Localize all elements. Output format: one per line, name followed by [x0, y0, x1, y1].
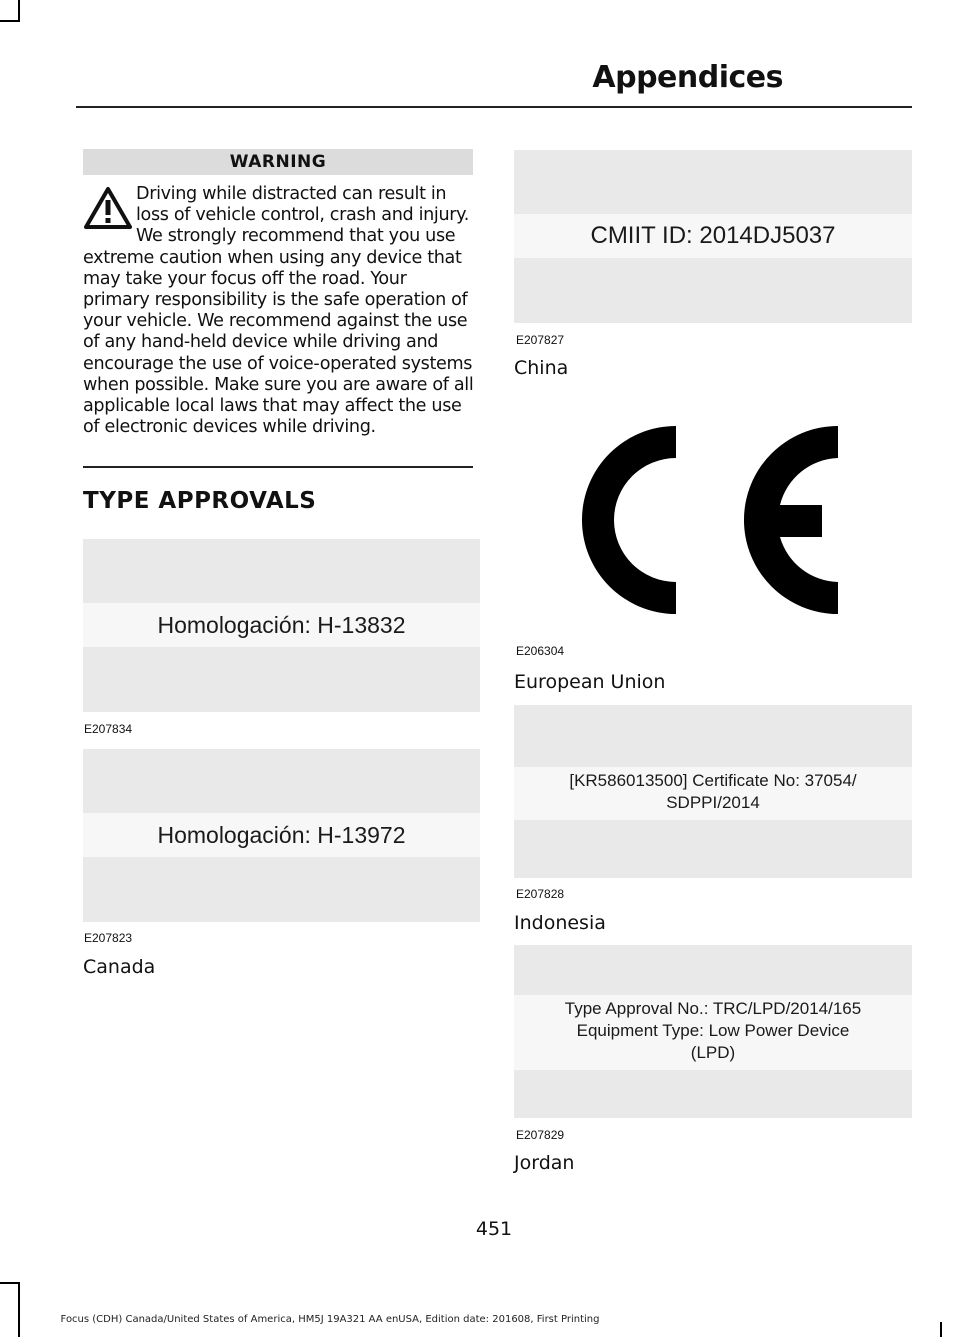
header-divider [76, 106, 912, 108]
figure-indonesia-certificate [514, 705, 912, 878]
figure-text: Homologación: H-13972 [83, 813, 480, 857]
figure-id: E206304 [516, 644, 565, 658]
figure-text: CMIIT ID: 2014DJ5037 [514, 214, 912, 258]
figure-homologacion-1 [83, 539, 480, 712]
figure-text-line: [KR586013500] Certificate No: 37054/ [569, 771, 857, 790]
caption-indonesia: Indonesia [514, 912, 606, 934]
figure-text-line: (LPD) [690, 1043, 736, 1062]
warning-text: Driving while distracted can result in loss of vehicle control, crash and injury. We strongly recommend that you use extreme caution when using any device that may take your focus off the road. Your primary responsibility is the safe operation of your vehicle. We recommend against the use of any hand-held device while driving and encourage the use of voice-operated systems when possible. Make sure you are aware of all applicable local laws that may affect the use of electronic devices while driving. [83, 184, 474, 438]
figure-homologacion-2 [83, 749, 480, 922]
crop-mark [940, 1322, 942, 1337]
page-number: 451 [475, 1218, 513, 1240]
figure-id: E207829 [516, 1128, 565, 1142]
warning-label: WARNING [83, 149, 473, 175]
crop-mark [0, 1282, 20, 1284]
figure-id: E207827 [516, 333, 565, 347]
caption-jordan: Jordan [514, 1152, 575, 1174]
crop-mark [18, 1282, 20, 1337]
figure-text: Homologación: H-13832 [83, 603, 480, 647]
figure-text-line: Equipment Type: Low Power Device [576, 1021, 850, 1040]
caption-china: China [514, 357, 569, 379]
caption-canada: Canada [83, 956, 156, 978]
figure-id: E207823 [84, 931, 133, 945]
warning-divider [83, 466, 473, 468]
ce-mark-logo [570, 424, 840, 616]
caption-european-union: European Union [514, 671, 666, 693]
figure-text-line: Type Approval No.: TRC/LPD/2014/165 [564, 999, 862, 1018]
section-title: TYPE APPROVALS [83, 488, 317, 514]
page-title: Appendices [592, 60, 783, 95]
crop-mark [18, 0, 20, 22]
footer-text: Focus (CDH) Canada/United States of America, HM5J 19A321 AA enUSA, Edition date: 201608, First Printing [60, 1314, 600, 1325]
warning-text-block [83, 184, 475, 438]
figure-text-line: SDPPI/2014 [666, 793, 760, 812]
figure-cmiit [514, 150, 912, 323]
crop-mark [0, 20, 20, 22]
figure-jordan-approval [514, 945, 912, 1118]
figure-id: E207834 [84, 722, 133, 736]
figure-id: E207828 [516, 887, 565, 901]
